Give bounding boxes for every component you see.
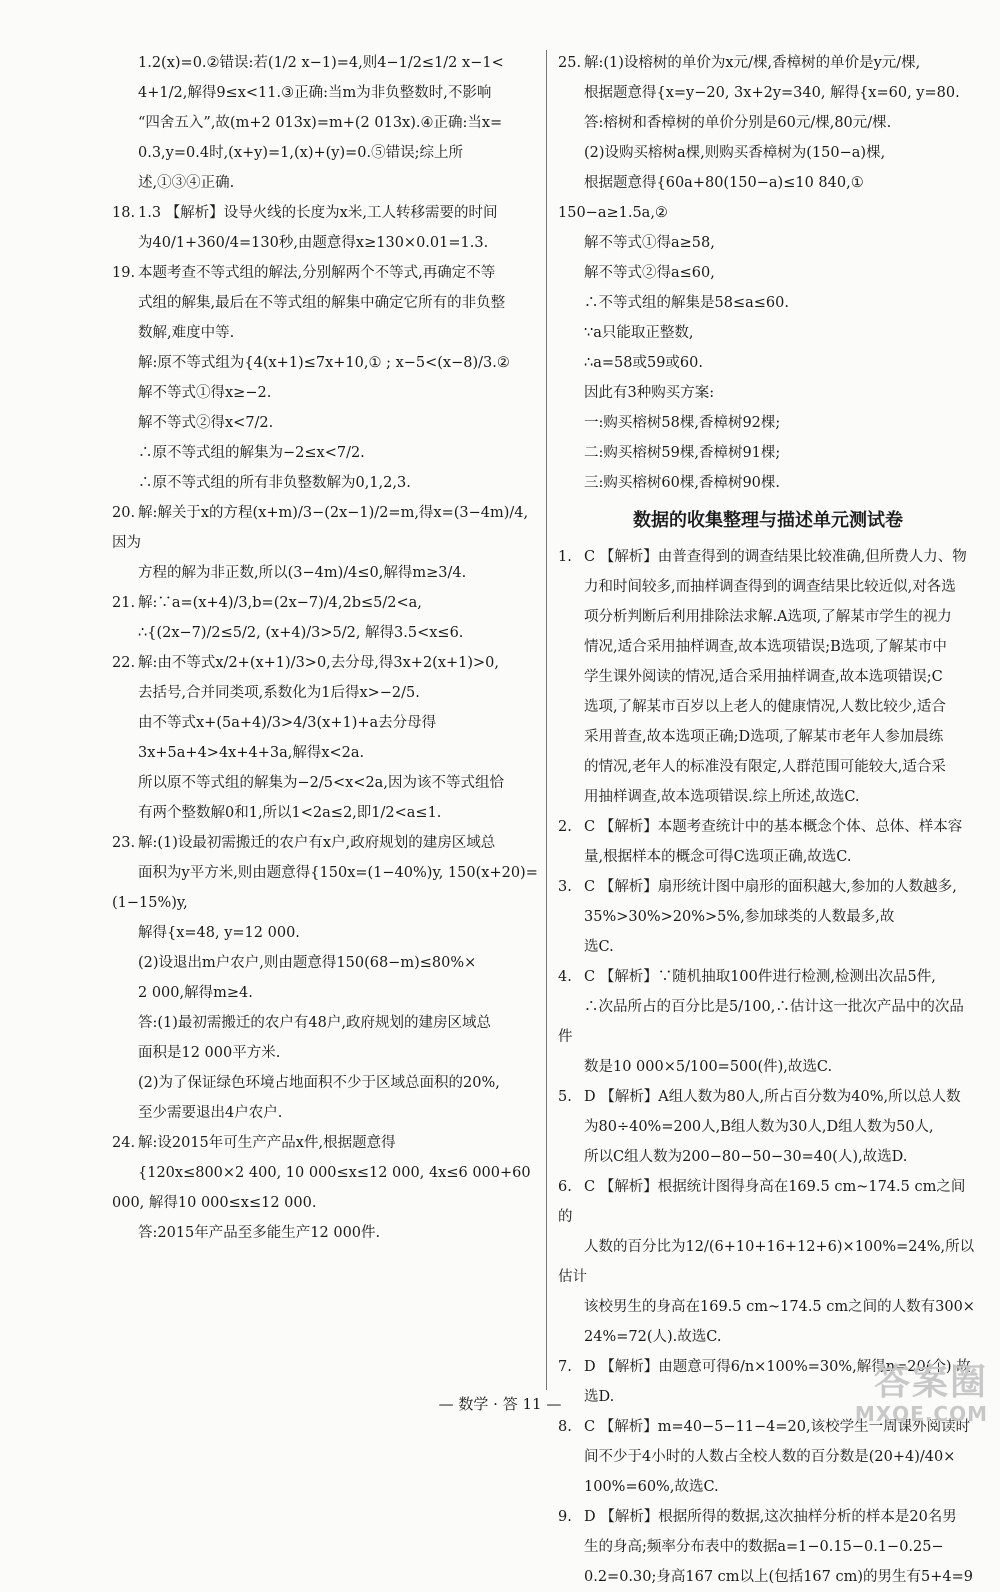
line-text: 解不等式②得a≤60, [584,265,715,281]
text-line [112,408,542,438]
line-text: 面积是12 000平方米. [138,1045,281,1061]
line-text: 本题考查不等式组的解法,分别解两个不等式,再确定不等 [138,265,496,281]
text-line [558,348,978,378]
text-line [112,1128,542,1158]
line-text: D 【解析】由题意可得6/n×100%=30%,解得n=20(个).故 [584,1359,971,1375]
line-text: 一:购买榕树58棵,香樟树92棵; [584,415,781,431]
text-line [558,782,978,812]
line-text: 4+1/2,解得9≤x<11.③正确:当m为非负整数时,不影响 [138,85,492,101]
text-line [558,692,978,722]
text-line [112,828,542,858]
text-line [112,48,542,78]
text-line [112,858,542,918]
text-line [558,408,978,438]
right-column-part-2 [558,542,978,1592]
line-text: 0.3,y=0.4时,(x+y)=1,(x)+(y)=0.⑤错误;综上所 [138,145,464,161]
text-line [112,288,542,318]
text-line [112,438,542,468]
line-text: C 【解析】扇形统计图中扇形的面积越大,参加的人数越多, [584,879,957,895]
text-line [558,872,978,902]
line-text: 的情况,老年人的标准没有限定,人群范围可能较大,适合采 [584,759,946,775]
line-text: 选D. [584,1389,615,1405]
line-text: 100%=60%,故选C. [584,1479,719,1495]
line-text: 用抽样调查,故本选项错误.综上所述,故选C. [584,789,860,805]
line-text: 0.2=0.30;身高167 cm以上(包括167 cm)的男生有5+4=9 [584,1569,973,1585]
line-text: 三:购买榕树60棵,香樟树90棵. [584,475,781,491]
line-text: 情况,适合采用抽样调查,故本选项错误;B选项,了解某市中 [584,639,947,655]
item-number: 18. [112,205,136,221]
item-number: 4. [558,969,572,985]
text-line [112,198,542,228]
line-text: 量,根据样本的概念可得C选项正确,故选C. [584,849,852,865]
text-line [558,602,978,632]
column-divider [546,50,547,1390]
text-line [112,228,542,258]
page-footer: — 数学 · 答 11 — [438,1395,562,1413]
line-text: 解:由不等式x/2+(x+1)/3>0,去分母,得3x+2(x+1)>0, [138,655,500,671]
line-text: 采用普查,故本选项正确;D选项,了解某市老年人参加晨练 [584,729,944,745]
watermark-url: MXQE.COM [854,1402,988,1426]
line-text: 由不等式x+(5a+4)/3>4/3(x+1)+a去分母得 [138,715,437,731]
text-line [558,1082,978,1112]
text-line [558,108,978,138]
text-line [112,948,542,978]
line-text: C 【解析】∵随机抽取100件进行检测,检测出次品5件, [584,969,936,985]
text-line [112,1218,542,1248]
text-line [558,572,978,602]
text-line [558,1172,978,1232]
line-text: 所以原不等式组的解集为−2/5<x<2a,因为该不等式组恰 [138,775,504,791]
text-line [558,1112,978,1142]
line-text: ∴a=58或59或60. [584,355,703,371]
item-number: 23. [112,835,136,851]
item-number: 6. [558,1179,572,1195]
line-text: “四舍五入”,故(m+2 013x)=m+(2 013x).④正确:当x= [138,115,503,131]
line-text: 述,①③④正确. [138,175,235,191]
text-line [558,1472,978,1502]
text-line [112,1008,542,1038]
line-text: 解不等式②得x<7/2. [138,415,274,431]
line-text: 有两个整数解0和1,所以1<2a≤2,即1/2<a≤1. [138,805,442,821]
text-line [112,138,542,168]
item-number: 25. [558,55,582,71]
text-line [558,378,978,408]
text-line [112,318,542,348]
watermark-logo: 答案圈 [873,1362,988,1403]
line-text: 数解,难度中等. [138,325,235,341]
text-line [112,498,542,558]
text-line [112,1098,542,1128]
text-line [558,632,978,662]
text-line [558,138,978,168]
line-text: C 【解析】本题考查统计中的基本概念个体、总体、样本容 [584,819,963,835]
line-text: 因此有3种购买方案: [584,385,715,401]
item-number: 3. [558,879,572,895]
text-line [558,932,978,962]
line-text: 学生课外阅读的情况,适合采用抽样调查,故本选项错误;C [584,669,943,685]
left-column [112,48,542,1248]
text-line [558,542,978,572]
line-text: ∴不等式组的解集是58≤a≤60. [584,295,789,311]
text-line [558,1142,978,1172]
text-line [558,78,978,108]
text-line [112,378,542,408]
text-line [112,108,542,138]
text-line [112,978,542,1008]
line-text: ∴原不等式组的解集为−2≤x<7/2. [138,445,365,461]
text-line [112,918,542,948]
item-number: 2. [558,819,572,835]
text-line [558,318,978,348]
text-line [558,752,978,782]
line-text: 方程的解为非正数,所以(3−4m)/4≤0,解得m≥3/4. [138,565,467,581]
line-text: 3x+5a+4>4x+4+3a,解得x<2a. [138,745,365,761]
line-text: 面积为y平方米,则由题意得{150x=(1−40%)y, 150(x+20)=(1−15%)y, [112,865,538,911]
section-title: 数据的收集整理与描述单元测试卷 [633,510,903,531]
text-line [112,588,542,618]
text-line [112,708,542,738]
text-line [558,842,978,872]
text-line [558,48,978,78]
line-text: 解不等式①得a≥58, [584,235,715,251]
watermark [855,1364,988,1426]
line-text: C 【解析】m=40−5−11−4=20,该校学生一周课外阅读时 [584,1419,971,1435]
text-line [112,768,542,798]
item-number: 19. [112,265,136,281]
item-number: 21. [112,595,136,611]
line-text: D 【解析】根据所得的数据,这次抽样分析的样本是20名男 [584,1509,957,1525]
right-column-part-1 [558,48,978,498]
line-text: 去括号,合并同类项,系数化为1后得x>−2/5. [138,685,420,701]
line-text: 解得{x=48, y=12 000. [138,925,300,941]
line-text: C 【解析】根据统计图得身高在169.5 cm~174.5 cm之间的 [558,1179,966,1225]
line-text: 解:原不等式组为{4(x+1)≤7x+10,① ; x−5<(x−8)/3.② [138,355,510,371]
text-line [112,1068,542,1098]
line-text: 1.2(x)=0.②错误:若(1/2 x−1)=4,则4−1/2≤1/2 x−1< [138,55,504,71]
line-text: 力和时间较多,而抽样调查得到的调查结果比较近似,对各选 [584,579,956,595]
line-text: 项分析判断后利用排除法求解.A选项,了解某市学生的视力 [584,609,952,625]
line-text: 答:(1)最初需搬迁的农户有48户,政府规划的建房区域总 [138,1015,491,1031]
text-line [112,348,542,378]
line-text: 人数的百分比为12/(6+10+16+12+6)×100%=24%,所以估计 [558,1239,975,1285]
line-text: (2)设购买榕树a棵,则购买香樟树为(150−a)棵, [584,145,886,161]
line-text: ∵a只能取正整数, [584,325,694,341]
line-text: 解:(1)设榕树的单价为x元/棵,香樟树的单价是y元/棵, [584,55,921,71]
text-line [112,678,542,708]
item-number: 24. [112,1135,136,1151]
line-text: ∴{(2x−7)/2≤5/2, (x+4)/3>5/2, 解得3.5<x≤6. [138,625,464,641]
item-number: 9. [558,1509,572,1525]
line-text: 为80÷40%=200人,B组人数为30人,D组人数为50人, [584,1119,934,1135]
text-line [558,228,978,258]
text-line [558,1232,978,1292]
text-line [112,78,542,108]
text-line [112,168,542,198]
item-number: 5. [558,1089,572,1105]
text-line [558,438,978,468]
text-line [558,1502,978,1532]
line-text: 解:解关于x的方程(x+m)/3−(2x−1)/2=m,得x=(3−4m)/4,因为 [112,505,529,551]
item-number: 22. [112,655,136,671]
text-line [112,618,542,648]
line-text: D 【解析】A组人数为80人,所占百分数为40%,所以总人数 [584,1089,961,1105]
line-text: 选C. [584,939,614,955]
text-line [112,1038,542,1068]
line-text: 解:设2015年可生产产品x件,根据题意得 [138,1135,396,1151]
text-line [112,258,542,288]
text-line [558,722,978,752]
item-number: 1. [558,549,572,565]
line-text: 2 000,解得m≥4. [138,985,253,1001]
text-line [558,1442,978,1472]
line-text: (2)设退出m户农户,则由题意得150(68−m)≤80%× [138,955,477,971]
text-line [112,1158,542,1218]
text-line [112,738,542,768]
line-text: 解:(1)设最初需搬迁的农户有x户,政府规划的建房区域总 [138,835,496,851]
line-text: 所以C组人数为200−80−50−30=40(人),故选D. [584,1149,908,1165]
text-line [558,1292,978,1322]
line-text: 该校男生的身高在169.5 cm~174.5 cm之间的人数有300× [584,1299,975,1315]
line-text: C 【解析】由普查得到的调查结果比较准确,但所费人力、物 [584,549,967,565]
text-line [558,468,978,498]
text-line [558,168,978,228]
line-text: 根据题意得{x=y−20, 3x+2y=340, 解得{x=60, y=80. [584,85,960,101]
line-text: 答:榕树和香樟树的单价分别是60元/棵,80元/棵. [584,115,892,131]
line-text: 式组的解集,最后在不等式组的解集中确定它所有的非负整 [138,295,506,311]
line-text: 根据题意得{60a+80(150−a)≤10 840,① 150−a≥1.5a,② [558,175,864,221]
text-line [558,812,978,842]
line-text: 数是10 000×5/100=500(件),故选C. [584,1059,833,1075]
item-number: 7. [558,1359,572,1375]
line-text: 35%>30%>20%>5%,参加球类的人数最多,故 [584,909,895,925]
line-text: 生的身高;频率分布表中的数据a=1−0.15−0.1−0.25− [584,1539,944,1555]
line-text: 答:2015年产品至多能生产12 000件. [138,1225,381,1241]
line-text: 为40/1+360/4=130秒,由题意得x≥130×0.01=1.3. [138,235,489,251]
line-text: 24%=72(人).故选C. [584,1329,722,1345]
text-line [558,662,978,692]
text-line [112,468,542,498]
text-line [558,962,978,992]
item-number: 20. [112,505,136,521]
line-text: {120x≤800×2 400, 10 000≤x≤12 000, 4x≤6 000+60 000, 解得10 000≤x≤12 000. [112,1165,531,1211]
line-text: 二:购买榕树59棵,香樟树91棵; [584,445,781,461]
line-text: 至少需要退出4户农户. [138,1105,283,1121]
right-column [558,48,978,1592]
text-line [558,902,978,932]
line-text: (2)为了保证绿色环境占地面积不少于区域总面积的20%, [138,1075,500,1091]
line-text: ∴次品所占的百分比是5/100,∴估计这一批次产品中的次品件 [558,999,964,1045]
line-text: ∴原不等式组的所有非负整数解为0,1,2,3. [138,475,411,491]
line-text: 1.3 【解析】设导火线的长度为x米,工人转移需要的时间 [138,205,498,221]
text-line [558,1562,978,1592]
text-line [112,648,542,678]
text-line [558,1532,978,1562]
line-text: 间不少于4小时的人数占全校人数的百分数是(20+4)/40× [584,1449,956,1465]
line-text: 解:∵a=(x+4)/3,b=(2x−7)/4,2b≤5/2<a, [138,595,422,611]
text-line [558,1052,978,1082]
line-text: 选项,了解某市百岁以上老人的健康情况,人数比较少,适合 [584,699,946,715]
line-text: 解不等式①得x≥−2. [138,385,272,401]
item-number: 8. [558,1419,572,1435]
text-line [558,288,978,318]
text-line [112,558,542,588]
text-line [558,992,978,1052]
text-line [112,798,542,828]
text-line [558,258,978,288]
text-line [558,1322,978,1352]
